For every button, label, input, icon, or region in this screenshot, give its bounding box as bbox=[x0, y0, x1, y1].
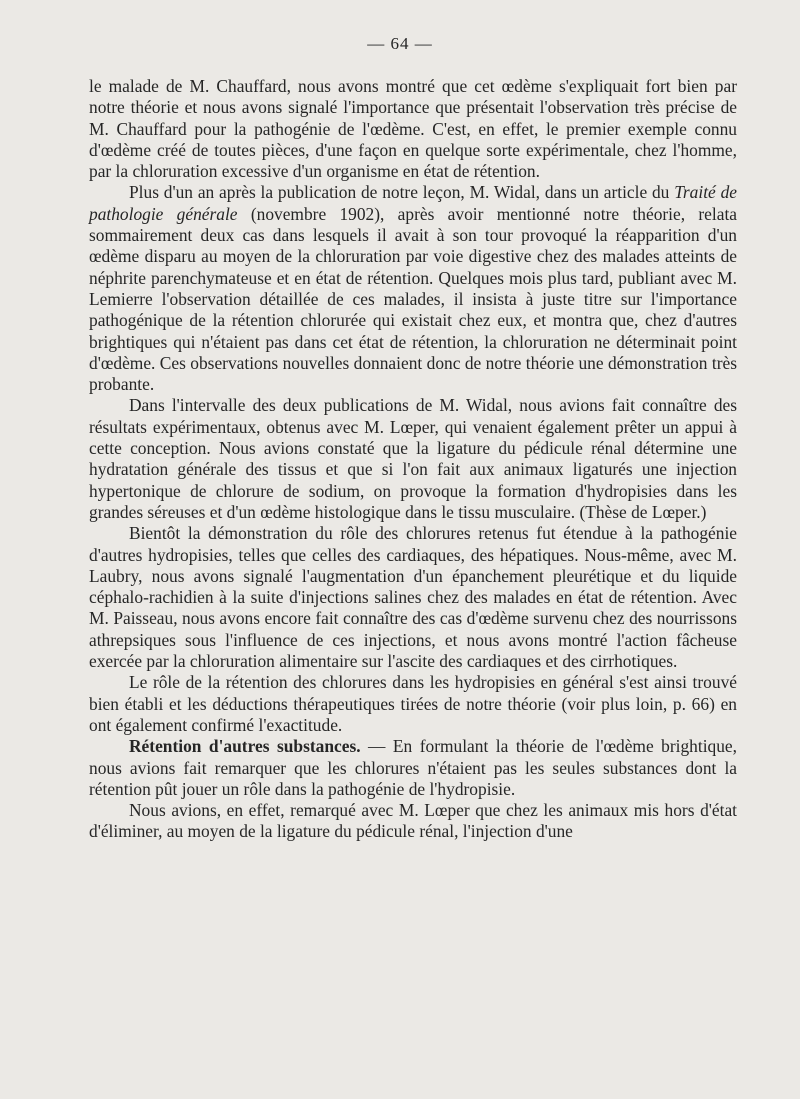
paragraph-widal bbox=[89, 182, 737, 395]
paragraph-other-substances bbox=[89, 736, 737, 800]
paragraph-experiments: Dans l'intervalle des deux publications de M. Widal, nous avions fait connaître des résultats expérimentaux, obtenus avec M. Lœper, qui venaient également prêter un appui à cette conception. Nous avions constaté que la ligature du pédicule rénal détermine une hydratation générale des tissus et que si l'on fait aux animaux ligaturés une injection hypertonique de chlorure de sodium, on provoque la formation d'hydropisies dans les grandes séreuses et d'un œdème histologique dans le tissu musculaire. (Thèse de Lœper.) bbox=[89, 395, 737, 522]
paragraph-loeper: Nous avions, en effet, remarqué avec M. Lœper que chez les animaux mis hors d'état d'éliminer, au moyen de la ligature du pédicule rénal, l'injection d'une bbox=[89, 800, 737, 842]
paragraph-therapeutics: Le rôle de la rétention des chlorures dans les hydropisies en général s'est ainsi trouvé bien établi et les déductions thérapeutiques tirées de notre théorie (voir plus loin, p. 66) en ont également confirmé l'exactitude. bbox=[89, 672, 737, 735]
page-body bbox=[89, 76, 737, 843]
section-title: Rétention d'autres substances. bbox=[129, 736, 361, 757]
section-text: — En formulant la théorie de l'œdème brightique, nous avions fait remarquer que les chlorures n'étaient pas les seules substances dont la rétention pût jouer un rôle dans la pathogénie de l'hydropisie. bbox=[89, 736, 737, 799]
widal-text: Plus d'un an après la publication de notre leçon, M. Widal, dans un article du Traité de pathologie générale (novembre 1902), après avoir mentionné notre théorie, relata sommairement deux cas dans lesquels il avait à son tour provoqué la réapparition d'un œdème disparu au moyen de la chloruration par voie digestive chez des malades atteints de néphrite parenchymateuse et en état de rétention. Quelques mois plus tard, publiant avec M. Lemierre l'observation détaillée de ces malades, il insista à juste titre sur l'importance pathogénique de la rétention chlorurée qui existait chez eux, et montra que, chez d'autres brightiques qui n'étaient pas dans cet état de rétention, la chloruration ne déterminait point d'œdème. Ces observations nouvelles donnaient donc de notre théorie une démonstration très probante. bbox=[89, 182, 737, 395]
page-number: — 64 — bbox=[367, 34, 433, 53]
treatise-title: Traité de pathologie générale bbox=[89, 182, 737, 224]
paragraph-extension: Bientôt la démonstration du rôle des chlorures retenus fut étendue à la pathogénie d'autres hydropisies, telles que celles des cardiaques, des hépatiques. Nous-même, avec M. Laubry, nous avons signalé l'augmentation d'un épanchement pleurétique et du liquide céphalo-rachidien à la suite d'injections salines chez des malades en état de rétention. Avec M. Paisseau, nous avons encore fait connaître des cas d'œdème survenu chez des nourrissons athrepsiques sous l'influence de ces injections, et nous avons montré l'action fâcheuse exercée par la chloruration alimentaire sur l'ascite des cardiaques et des cirrhotiques. bbox=[89, 523, 737, 672]
paragraph-chauffard: le malade de M. Chauffard, nous avons montré que cet œdème s'expliquait fort bien par notre théorie et nous avons signalé l'importance que présentait l'observation très précise de M. Chauffard pour la pathogénie de l'œdème. C'est, en effet, le premier exemple connu d'œdème créé de toutes pièces, d'une façon en quelque sorte expérimentale, chez l'homme, par la chloruration excessive d'un organisme en état de rétention. bbox=[89, 76, 737, 182]
